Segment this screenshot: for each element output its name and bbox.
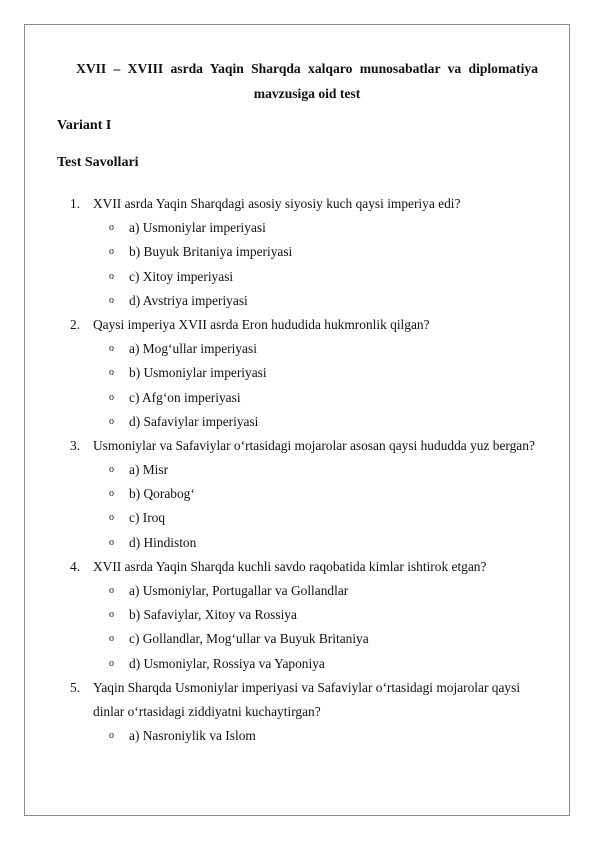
question-2 (0, 313, 596, 337)
answer-option-text: d) Avstriya imperiyasi (129, 292, 248, 308)
bullet-circle-icon: o (109, 270, 114, 282)
bullet-circle-icon: o (109, 488, 114, 500)
answer-option (0, 603, 596, 627)
answer-option-text: d) Usmoniylar, Rossiya va Yaponiya (129, 655, 325, 671)
answer-option-text: a) Usmoniylar imperiyasi (129, 220, 266, 236)
answer-option (0, 240, 596, 264)
answer-option-text: d) Safaviylar imperiyasi (129, 413, 259, 429)
answer-option (0, 652, 596, 676)
bullet-circle-icon: o (109, 657, 114, 669)
answer-option-text: a) Nasroniylik va Islom (129, 728, 256, 744)
variant-heading: Variant I (57, 118, 112, 133)
bullet-circle-icon: o (109, 536, 114, 548)
question-number: 4. (70, 558, 81, 574)
answer-option (0, 386, 596, 410)
answer-option-text: c) Xitoy imperiyasi (129, 268, 234, 284)
bullet-circle-icon: o (109, 294, 114, 306)
answer-option (0, 482, 596, 506)
answer-option (0, 289, 596, 313)
answer-option-text: c) Iroq (129, 510, 166, 526)
question-1 (0, 192, 596, 216)
answer-option (0, 337, 596, 361)
question-number: 5. (70, 679, 81, 695)
question-text: Yaqin Sharqda Usmoniylar imperiyasi va Safaviylar o‘rtasidagi mojarolar qaysi dinlar o‘rtasidagi ziddiyatni kuchaytirgan? (93, 679, 521, 720)
title-line-1: XVII – XVIII asrda Yaqin Sharqda xalqaro munosabatlar va diplomatiya (76, 61, 538, 76)
title-line-2: mavzusiga oid test (253, 86, 361, 101)
answer-option-text: b) Buyuk Britaniya imperiyasi (129, 244, 293, 260)
answer-option (0, 627, 596, 651)
question-3 (0, 434, 596, 458)
bullet-circle-icon: o (109, 464, 114, 476)
answer-option (0, 506, 596, 530)
answer-option-text: b) Qorabog‘ (129, 486, 195, 502)
answer-option (0, 458, 596, 482)
answer-option-text: b) Usmoniylar imperiyasi (129, 365, 267, 381)
bullet-circle-icon: o (109, 730, 114, 742)
answer-option (0, 410, 596, 434)
answer-option-text: b) Safaviylar, Xitoy va Rossiya (129, 607, 297, 623)
bullet-circle-icon: o (109, 391, 114, 403)
question-number: 1. (70, 196, 81, 211)
answer-option-text: d) Hindiston (129, 534, 197, 550)
answer-option-text: c) Gollandlar, Mog‘ullar va Buyuk Britaniya (129, 631, 369, 647)
section-heading: Test Savollari (57, 155, 139, 170)
answer-option (0, 579, 596, 603)
question-number: 2. (70, 316, 81, 332)
answer-option-text: a) Misr (129, 462, 169, 478)
answer-option (0, 265, 596, 289)
bullet-circle-icon: o (109, 609, 114, 621)
question-4 (0, 555, 596, 579)
bullet-circle-icon: o (109, 246, 114, 258)
answer-option (0, 361, 596, 385)
answer-option-text: a) Usmoniylar, Portugallar va Gollandlar (129, 583, 349, 599)
answer-option-text: a) Mog‘ullar imperiyasi (129, 341, 257, 357)
question-text: Usmoniylar va Safaviylar o‘rtasidagi mojarolar asosan qaysi hududda yuz bergan? (93, 437, 535, 453)
question-number: 3. (70, 437, 81, 453)
document-title (76, 56, 538, 106)
bullet-circle-icon: o (109, 585, 114, 597)
question-text: Qaysi imperiya XVII asrda Eron hududida hukmronlik qilgan? (93, 316, 430, 332)
bullet-circle-icon: o (109, 222, 114, 234)
answer-option (0, 531, 596, 555)
answer-option (0, 216, 596, 240)
question-text: XVII asrda Yaqin Sharqda kuchli savdo raqobatida kimlar ishtirok etgan? (93, 558, 487, 574)
bullet-circle-icon: o (109, 633, 114, 645)
bullet-circle-icon: o (109, 343, 114, 355)
question-5 (0, 676, 596, 724)
question-text: XVII asrda Yaqin Sharqdagi asosiy siyosiy kuch qaysi imperiya edi? (93, 196, 461, 211)
bullet-circle-icon: o (109, 415, 114, 427)
bullet-circle-icon: o (109, 512, 114, 524)
answer-option (0, 724, 596, 748)
question-list (0, 192, 596, 748)
answer-option-text: c) Afg‘on imperiyasi (129, 389, 241, 405)
bullet-circle-icon: o (109, 367, 114, 379)
